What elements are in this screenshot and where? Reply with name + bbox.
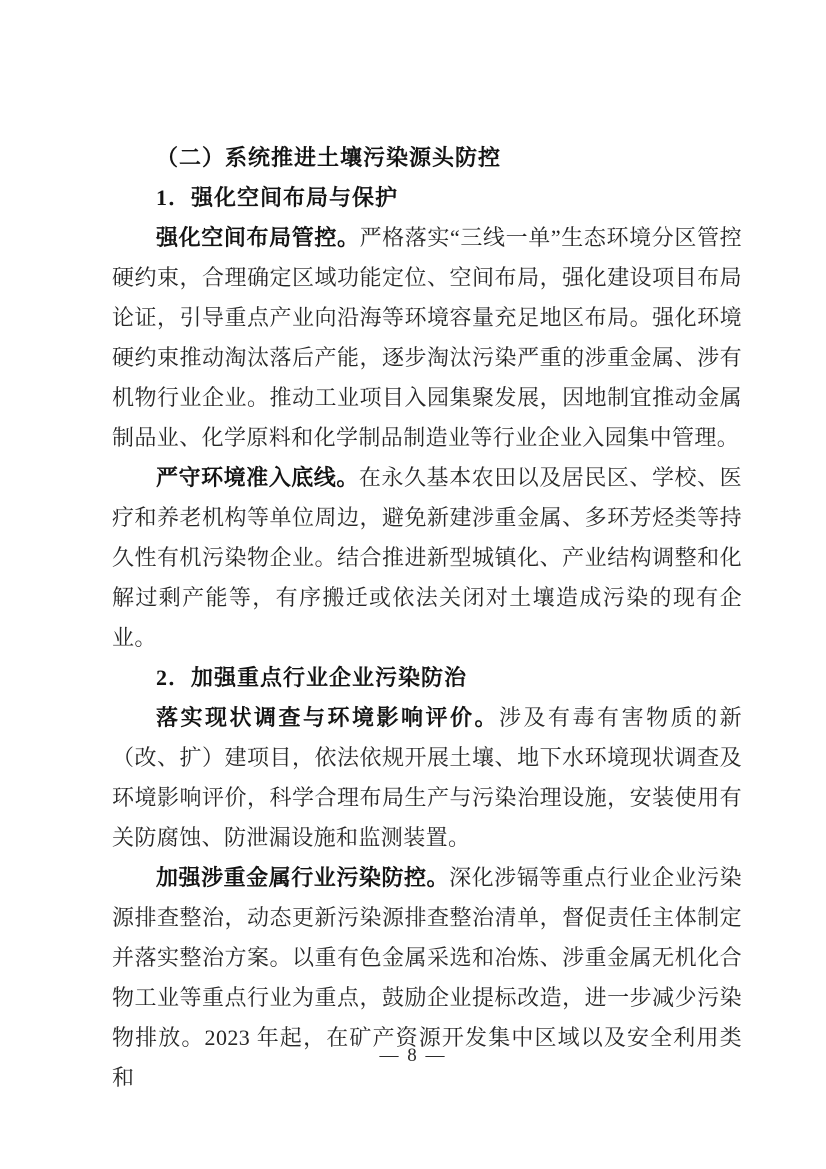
paragraph-text: 涉及有毒有害物质的新（改、扩）建项目，依法依规开展土壤、地下水环境现状调查及环境影响评价，科学合理布局生产与污染治理设施，安装使用有关防腐蚀、防泄漏设施和监测装置。 (112, 705, 742, 850)
paragraph-lead: 落实现状调查与环境影响评价。 (156, 705, 500, 730)
paragraph-text: 深化涉镉等重点行业企业污染源排查整治，动态更新污染源排查整治清单，督促责任主体制定并落实整治方案。以重有色金属采选和冶炼、涉重金属无机化合物工业等重点行业为重点，鼓励企业提标改造，进一步减少污染物排放。2023 年起，在矿产资源开发集中区域以及安全利用类和 (112, 865, 743, 1090)
subsection-1-heading: 1．强化空间布局与保护 (156, 185, 399, 210)
paragraph-environment-access-redline (112, 458, 742, 658)
document-body (112, 138, 742, 1098)
paragraph-spatial-layout-control (112, 218, 742, 458)
paragraph-text: 在永久基本农田以及居民区、学校、医疗和养老机构等单位周边，避免新建涉重金属、多环芳烃类等持久性有机污染物企业。结合推进新型城镇化、产业结构调整和化解过剩产能等，有序搬迁或依法关闭对土壤造成污染的现有企业。 (112, 465, 742, 650)
page-footer (0, 1042, 826, 1070)
paragraph-status-survey-eia (112, 698, 742, 858)
paragraph-lead: 严守环境准入底线。 (156, 465, 359, 490)
paragraph-text: 严格落实“三线一单”生态环境分区管控硬约束，合理确定区域功能定位、空间布局，强化建设项目布局论证，引导重点产业向沿海等环境容量充足地区布局。强化环境硬约束推动淘汰落后产能，逐步淘汰污染严重的涉重金属、涉有机物行业企业。推动工业项目入园集聚发展，因地制宜推动金属制品业、化学原料和化学制品制造业等行业企业入园集中管理。 (112, 225, 742, 450)
paragraph-lead: 加强涉重金属行业污染防控。 (156, 865, 450, 890)
subsection-2-heading: 2．加强重点行业企业污染防治 (156, 665, 468, 690)
paragraph-lead: 强化空间布局管控。 (156, 225, 360, 250)
page-number: — 8 — (379, 1045, 447, 1066)
section-heading: （二）系统推进土壤污染源头防控 (156, 145, 502, 170)
